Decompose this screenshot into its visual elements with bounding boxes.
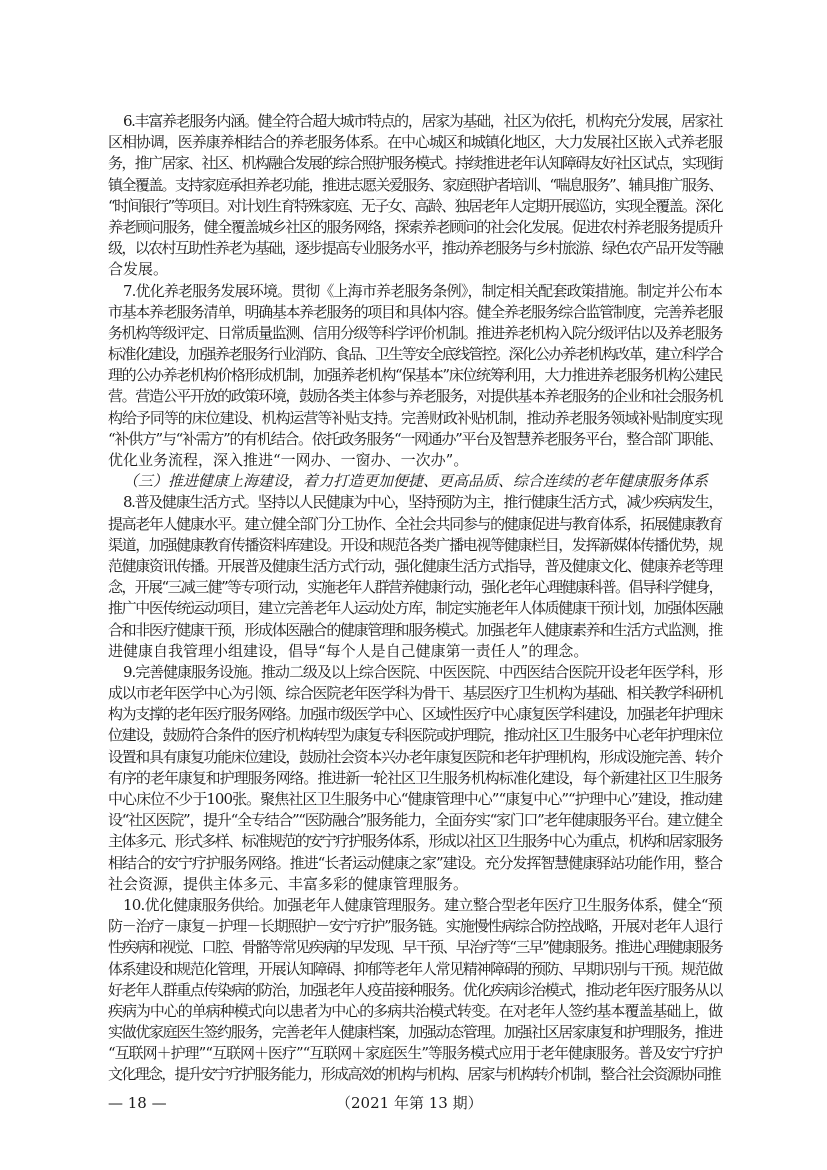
text-line: 推广中医传统运动项目，建立完善老年人运动处方库，制定实施老年人体质健康干预计划，加强体医融: [108, 599, 722, 618]
text-line: 务，推广居家、社区、机构融合发展的综合照护服务模式。持续推进老年认知障碍友好社区试点，实现街: [108, 154, 722, 173]
text-line: “互联网＋护理”“互联网＋医疗”“互联网＋家庭医生”等服务模式应用于老年健康服务。普及安宁疗护: [108, 1044, 722, 1063]
text-line: 中心床位不少于100张。聚焦社区卫生服务中心“健康管理中心”“康复中心”“护理中心”建设，推动建: [108, 790, 722, 808]
text-line: 实做优家庭医生签约服务，完善老年人健康档案，加强动态管理。加强社区居家康复和护理服务，推进: [108, 1023, 722, 1042]
text-line: “时间银行”等项目。对计划生育特殊家庭、无子女、高龄、独居老年人定期开展巡访，实现全覆盖。深化: [108, 196, 722, 215]
text-line: 念，开展“三减三健”等专项行动，实施老年人群营养健康行动，强化老年心理健康科普。倡导科学健身，: [108, 578, 722, 597]
text-line: 7.优化养老服务发展环境。贯彻《上海市养老服务条例》，制定相关配套政策措施。制定并公布本: [123, 281, 722, 300]
text-line: 务机构等级评定、日常质量监测、信用分级等科学评价机制。推进养老机构入院分级评估以及养老服务: [108, 323, 722, 342]
text-line: 镇全覆盖。支持家庭承担养老功能，推进志愿关爱服务、家庭照护者培训、“喘息服务”、辅具推广服务、: [108, 175, 722, 194]
text-line: 文化理念，提升安宁疗护服务能力，形成高效的机构与机构、居家与机构转介机制，整合社会资源协同推: [108, 1065, 720, 1084]
paragraph: [108, 111, 722, 281]
text-line: 有序的老年康复和护理服务网络。推进新一轮社区卫生服务机构标准化建设，每个新建社区卫生服务: [108, 768, 722, 787]
text-line: 合发展。: [108, 260, 169, 279]
document-body: [108, 111, 722, 1086]
paragraph: [108, 895, 722, 1086]
text-line: 级，以农村互助性养老为基础，逐步提高专业服务水平，推动养老服务与乡村旅游、绿色农产品开发等融: [108, 239, 722, 258]
paragraph: [108, 281, 722, 472]
text-line: 性疾病和视觉、口腔、骨骼等常见疾病的早发现、早干预、早治疗等“三早”健康服务。推进心理健康服务: [108, 938, 722, 957]
text-line: 提高老年人健康水平。建立健全部门分工协作、全社会共同参与的健康促进与教育体系，拓展健康教育: [108, 514, 722, 533]
text-line: “补供方”与“补需方”的有机结合。依托政务服务“一网通办”平台及智慧养老服务平台，整合部门职能、: [108, 429, 722, 448]
page-footer: [108, 1092, 722, 1114]
text-line: 市基本养老服务清单，明确基本养老服务的项目和具体内容。健全养老服务综合监管制度，完善养老服: [108, 302, 722, 321]
paragraph: [108, 662, 722, 895]
text-line: 优化业务流程，深入推进“一网办、一窗办、一次办”。: [108, 451, 469, 469]
text-line: 成以市老年医学中心为引领、综合医院老年医学科为骨干、基层医疗卫生机构为基础、相关教学科研机: [108, 684, 722, 703]
text-line: 相结合的安宁疗护服务网络。推进“长者运动健康之家”建设。充分发挥智慧健康驿站功能作用，整合: [108, 853, 722, 872]
text-line: 养老顾问服务，健全覆盖城乡社区的服务网络，探索养老顾问的社会化发展。促进农村养老服务提质升: [108, 217, 722, 236]
text-line: 合和非医疗健康干预，形成体医融合的健康管理和服务模式。加强老年人健康素养和生活方式监测，推: [108, 620, 722, 639]
text-line: 营。营造公平开放的政策环境，鼓励各类主体参与养老服务，对提供基本养老服务的企业和社会服务机: [108, 387, 722, 406]
text-line: 10.优化健康服务供给。加强老年人健康管理服务。建立整合型老年医疗卫生服务体系，健全“预: [123, 895, 722, 914]
text-line: 9.完善健康服务设施。推动二级及以上综合医院、中医医院、中西医结合医院开设老年医学科，形: [123, 662, 722, 681]
text-line: 防－治疗－康复－护理－长期照护－安宁疗护”服务链。实施慢性病综合防控战略，开展对老年人退行: [108, 917, 722, 936]
text-line: 6.丰富养老服务内涵。健全符合超大城市特点的，居家为基础，社区为依托，机构充分发展，居家社: [123, 112, 722, 130]
text-line: 设置和具有康复功能床位建设，鼓励社会资本兴办老年康复医院和老年护理机构，形成设施完善、转介: [108, 747, 722, 766]
section-heading: （三）推进健康上海建设，着力打造更加便捷、更高品质、综合连续的老年健康服务体系: [123, 472, 709, 491]
text-line: 8.普及健康生活方式。坚持以人民健康为中心，坚持预防为主，推行健康生活方式，减少疾病发生，: [123, 493, 722, 512]
text-line: 主体多元、形式多样、标准规范的安宁疗护服务体系，形成以社区卫生服务中心为重点，机构和居家服务: [108, 832, 722, 851]
text-line: 构为支撑的老年医疗服务网络。加强市级医学中心、区域性医疗中心康复医学科建设，加强老年护理床: [108, 705, 722, 724]
page-number: — 18 —: [108, 1094, 167, 1112]
text-line: 标准化建设，加强养老服务行业消防、食品、卫生等安全底线管控。深化公办养老机构改革，建立科学合: [108, 345, 722, 364]
text-line: 疾病为中心的单病种模式向以患者为中心的多病共治模式转变。在对老年人签约基本覆盖基础上，做: [108, 1001, 722, 1020]
text-line: 社会资源，提供主体多元、丰富多彩的健康管理服务。: [108, 874, 469, 893]
text-line: 理的公办养老机构价格形成机制，加强养老机构“保基本”床位统筹利用，大力推进养老服务机构公建民: [108, 366, 722, 385]
text-line: 构给予同等的床位建设、机构运营等补贴支持。完善财政补贴机制，推动养老服务领域补贴制度实现: [108, 408, 722, 427]
text-line: 范健康资讯传播。开展普及健康生活方式行动，强化健康生活方式指导，普及健康文化、健康养老等理: [108, 556, 722, 575]
text-line: 位建设，鼓励符合条件的医疗机构转型为康复专科医院或护理院，推动社区卫生服务中心老年护理床位: [108, 726, 722, 745]
paragraph: [108, 492, 722, 662]
text-line: 设“社区医院”，提升“全专结合”“医防融合”服务能力，全面夯实“家门口”老年健康服务平台。建立健全: [108, 811, 722, 830]
text-line: 渠道，加强健康教育传播资料库建设。开设和规范各类广播电视等健康栏目，发挥新媒体传播优势，规: [108, 535, 722, 554]
text-line: 区相协调，医养康养相结合的养老服务体系。在中心城区和城镇化地区，大力发展社区嵌入式养老服: [108, 133, 722, 152]
text-line: 体系建设和规范化管理，开展认知障碍、抑郁等老年人常见精神障碍的预防、早期识别与干预。规范做: [108, 959, 722, 978]
text-line: 好老年人群重点传染病的防治，加强老年人疫苗接种服务。优化疾病诊治模式，推动老年医疗服务从以: [108, 980, 722, 999]
issue-label: （2021 年第 13 期）: [336, 1094, 483, 1112]
text-line: 进健康自我管理小组建设，倡导“每个人是自己健康第一责任人”的理念。: [108, 641, 589, 660]
